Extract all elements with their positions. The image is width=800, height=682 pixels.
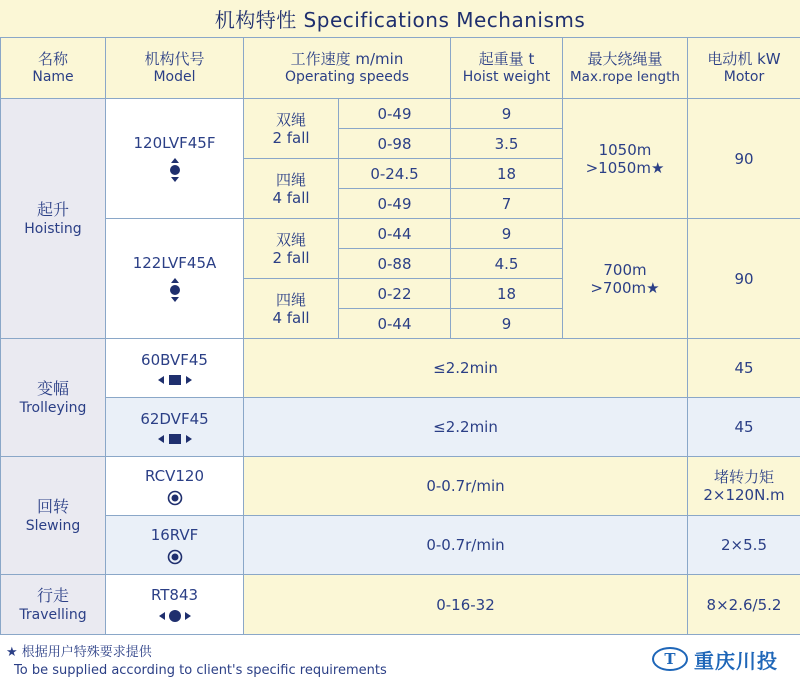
model-cell: 60BVF45 [106, 339, 244, 398]
travel-icon [158, 609, 192, 623]
vertical-hoist-icon [168, 157, 182, 183]
speed-cell: 0-44 [339, 219, 451, 249]
model-cell: 62DVF45 [106, 398, 244, 457]
fall-cell: 四绳 4 fall [244, 279, 339, 339]
value-cell: ≤2.2min [244, 398, 688, 457]
category-slewing: 回转 Slewing [1, 457, 106, 575]
header-name: 名称 Name [1, 38, 106, 99]
value-cell: 0-0.7r/min [244, 516, 688, 575]
model-cell: 120LVF45F [106, 99, 244, 219]
rope-cell: 1050m >1050m★ [563, 99, 688, 219]
motor-cell: 90 [688, 219, 800, 339]
category-travelling: 行走 Travelling [1, 575, 106, 635]
motor-cell: 堵转力矩 2×120N.m [688, 457, 800, 516]
speed-cell: 0-24.5 [339, 159, 451, 189]
speed-cell: 0-49 [339, 189, 451, 219]
weight-cell: 18 [451, 159, 563, 189]
table-row [1, 575, 800, 635]
header-model: 机构代号 Model [106, 38, 244, 99]
logo-text: 重庆川投 [694, 648, 778, 673]
weight-cell: 3.5 [451, 129, 563, 159]
table-header-row [1, 38, 800, 99]
value-cell: 0-16-32 [244, 575, 688, 635]
speed-cell: 0-22 [339, 279, 451, 309]
motor-cell: 45 [688, 398, 800, 457]
page-title: 机构特性 Specifications Mechanisms [0, 0, 800, 37]
slewing-icon [167, 549, 183, 565]
horizontal-trolley-icon [157, 433, 193, 445]
footnote-zh: ★ 根据用户特殊要求提供 [6, 645, 152, 660]
model-cell: 122LVF45A [106, 219, 244, 339]
vertical-hoist-icon [168, 277, 182, 303]
table-row [1, 398, 800, 457]
speed-cell: 0-49 [339, 99, 451, 129]
footnote-en: To be supplied according to client's specific requirements [14, 663, 387, 678]
weight-cell: 4.5 [451, 249, 563, 279]
header-speed: 工作速度 m/min Operating speeds [244, 38, 451, 99]
motor-cell: 45 [688, 339, 800, 398]
value-cell: 0-0.7r/min [244, 457, 688, 516]
fall-cell: 双绳 2 fall [244, 219, 339, 279]
fall-cell: 双绳 2 fall [244, 99, 339, 159]
motor-cell: 2×5.5 [688, 516, 800, 575]
weight-cell: 9 [451, 99, 563, 129]
header-hoist-weight: 起重量 t Hoist weight [451, 38, 563, 99]
speed-cell: 0-98 [339, 129, 451, 159]
weight-cell: 7 [451, 189, 563, 219]
rope-cell: 700m >700m★ [563, 219, 688, 339]
category-trolleying: 变幅 Trolleying [1, 339, 106, 457]
weight-cell: 18 [451, 279, 563, 309]
header-motor: 电动机 kW Motor [688, 38, 800, 99]
slewing-icon [167, 490, 183, 506]
model-cell: RCV120 [106, 457, 244, 516]
motor-cell: 8×2.6/5.2 [688, 575, 800, 635]
motor-cell: 90 [688, 99, 800, 219]
speed-cell: 0-88 [339, 249, 451, 279]
table-row [1, 219, 800, 249]
category-hoisting: 起升 Hoisting [1, 99, 106, 339]
logo-mark-icon: T [652, 647, 688, 671]
specifications-table [0, 37, 800, 635]
header-rope-length: 最大绕绳量 Max.rope length [563, 38, 688, 99]
horizontal-trolley-icon [157, 374, 193, 386]
model-cell: 16RVF [106, 516, 244, 575]
table-row [1, 516, 800, 575]
value-cell: ≤2.2min [244, 339, 688, 398]
company-logo [652, 644, 778, 674]
fall-cell: 四绳 4 fall [244, 159, 339, 219]
weight-cell: 9 [451, 219, 563, 249]
table-row [1, 99, 800, 129]
model-cell: RT843 [106, 575, 244, 635]
weight-cell: 9 [451, 309, 563, 339]
table-row [1, 339, 800, 398]
speed-cell: 0-44 [339, 309, 451, 339]
table-row [1, 457, 800, 516]
footnote [0, 644, 560, 680]
